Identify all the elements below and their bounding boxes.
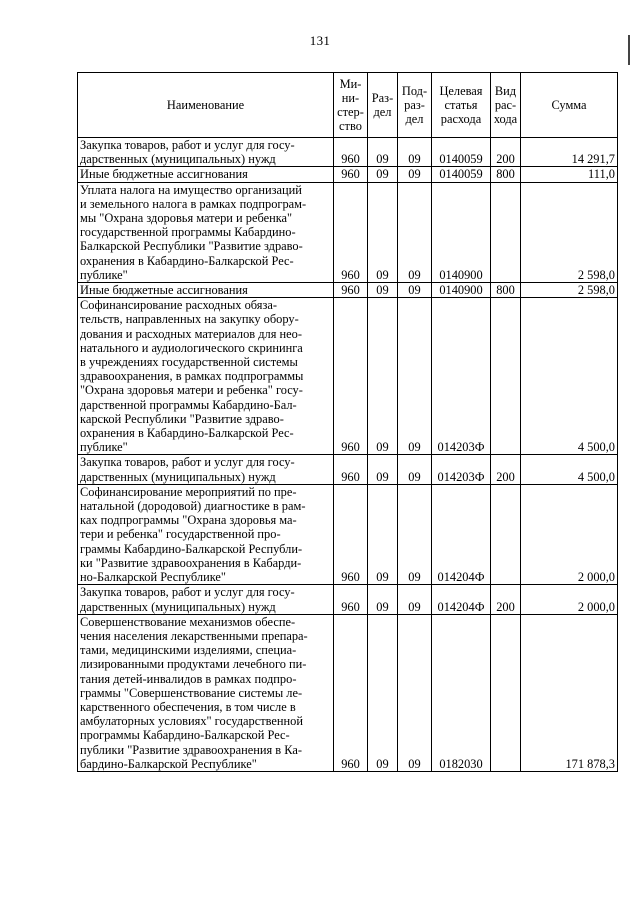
header-name: Наименование [78,73,334,138]
row-name-line: Закупка товаров, работ и услуг для госу- [80,455,295,470]
row-target-article: 0182030 [432,614,491,771]
row-name-line: здравоохранения, в рамках подпрограммы [80,369,304,384]
row-name-line: карственного обеспечения, в том числе в [80,699,296,714]
header-section: Раз- дел [368,73,398,138]
row-section: 09 [368,614,398,771]
row-name-line: тами, медицинскими изделиями, специа- [80,643,297,658]
budget-table [77,72,618,772]
row-name-line: тери и ребенка" государственной про- [80,527,281,542]
table-row [78,182,618,282]
row-name-line: амбулаторных условиях" государственной [80,714,303,729]
row-subsection: 09 [398,283,432,298]
row-sum: 111,0 [521,167,618,182]
row-sum: 14 291,7 [521,138,618,167]
row-sum: 4 500,0 [521,298,618,455]
row-sum: 2 598,0 [521,182,618,282]
row-section: 09 [368,167,398,182]
table-row [78,283,618,298]
row-name-line: публики "Развитие здравоохранения в Ка- [80,742,302,757]
row-section: 09 [368,298,398,455]
row-expense-kind [491,484,521,584]
row-sum: 2 598,0 [521,283,618,298]
row-section: 09 [368,455,398,484]
row-ministry: 960 [334,298,368,455]
row-name-line: публике" [80,440,128,455]
row-target-article: 014204Ф [432,585,491,614]
row-subsection: 09 [398,138,432,167]
row-sum: 4 500,0 [521,455,618,484]
row-subsection: 09 [398,455,432,484]
row-name-line: Закупка товаров, работ и услуг для госу- [80,138,295,152]
row-name-line: Иные бюджетные ассигнования [80,283,248,298]
row-name-line: программы Кабардино-Балкарской Рес- [80,728,290,743]
row-section: 09 [368,484,398,584]
row-name [78,484,334,584]
row-target-article: 0140059 [432,138,491,167]
header-ministry: Ми- ни- стер- ство [334,73,368,138]
row-ministry: 960 [334,167,368,182]
row-name-line: охранения в Кабардино-Балкарской Рес- [80,253,294,268]
row-expense-kind: 800 [491,167,521,182]
table-row [78,298,618,455]
row-name-line: Софинансирование расходных обяза- [80,298,278,313]
row-target-article: 0140059 [432,167,491,182]
row-target-article: 014204Ф [432,484,491,584]
row-subsection: 09 [398,182,432,282]
row-target-article: 0140900 [432,283,491,298]
page-number: 131 [309,33,331,48]
header-subsection: Под- раз- дел [398,73,432,138]
table-row [78,138,618,167]
row-name-line: государственной программы Кабардино- [80,225,296,240]
table-row [78,167,618,182]
row-name-line: граммы Кабардино-Балкарской Республи- [80,541,303,556]
row-name-line: дарственных (муниципальных) нужд [80,152,276,167]
row-name-line: дарственной программы Кабардино-Бал- [80,397,297,412]
row-name [78,455,334,484]
row-target-article: 014203Ф [432,455,491,484]
row-section: 09 [368,182,398,282]
row-name-line: Балкарской Республики "Развитие здраво- [80,239,303,254]
row-name-line: дования и расходных материалов для нео- [80,326,302,341]
row-expense-kind: 800 [491,283,521,298]
row-name [78,585,334,614]
row-name-line: и земельного налога в рамках подпрограм- [80,196,307,211]
row-name-line: ки "Развитие здравоохранения в Кабарди- [80,555,302,570]
row-name-line: тельств, направленных на закупку обору- [80,312,299,327]
row-expense-kind: 200 [491,455,521,484]
row-ministry: 960 [334,182,368,282]
row-name-line: карской Республики "Развитие здраво- [80,411,284,426]
row-name-line: чения населения лекарственными препара- [80,628,308,643]
row-ministry: 960 [334,484,368,584]
row-name-line: публике" [80,267,128,282]
row-subsection: 09 [398,298,432,455]
row-name [78,298,334,455]
table-row [78,484,618,584]
row-target-article: 014203Ф [432,298,491,455]
row-name-line: Закупка товаров, работ и услуг для госу- [80,585,295,600]
table-header-row [78,73,618,138]
table-row [78,614,618,771]
row-name-line: бардино-Балкарской Республике" [80,756,257,771]
row-name-line: дарственных (муниципальных) нужд [80,469,276,484]
row-ministry: 960 [334,283,368,298]
edge-mark [628,35,630,65]
row-name-line: Уплата налога на имущество организаций [80,182,302,197]
header-expense-kind: Вид рас- хода [491,73,521,138]
row-sum: 2 000,0 [521,484,618,584]
table-row [78,455,618,484]
row-name-line: граммы "Совершенствование системы ле- [80,685,303,700]
row-sum: 2 000,0 [521,585,618,614]
row-subsection: 09 [398,585,432,614]
row-name-line: в учреждениях государственной системы [80,355,298,370]
row-expense-kind [491,614,521,771]
row-name-line: охранения в Кабардино-Балкарской Рес- [80,426,294,441]
row-expense-kind: 200 [491,138,521,167]
row-name-line: "Охрана здоровья матери и ребенка" госу- [80,383,303,398]
row-subsection: 09 [398,614,432,771]
row-section: 09 [368,585,398,614]
row-name [78,283,334,298]
header-sum: Сумма [521,73,618,138]
row-name [78,614,334,771]
row-target-article: 0140900 [432,182,491,282]
table-row [78,585,618,614]
row-section: 09 [368,138,398,167]
header-target-article: Целевая статья расхода [432,73,491,138]
row-ministry: 960 [334,138,368,167]
row-ministry: 960 [334,455,368,484]
row-ministry: 960 [334,614,368,771]
row-name [78,167,334,182]
row-name-line: натального и аудиологического скрининга [80,340,303,355]
row-name-line: Совершенствование механизмов обеспе- [80,614,296,629]
row-name-line: Иные бюджетные ассигнования [80,167,248,182]
row-name-line: дарственных (муниципальных) нужд [80,599,276,614]
row-name-line: лизированными продуктами лечебного пи- [80,657,307,672]
row-expense-kind [491,298,521,455]
row-name-line: тания детей-инвалидов в рамках подпро- [80,671,297,686]
row-name-line: Софинансирование мероприятий по пре- [80,484,297,499]
row-subsection: 09 [398,167,432,182]
row-expense-kind [491,182,521,282]
row-name-line: но-Балкарской Республике" [80,570,226,585]
row-sum: 171 878,3 [521,614,618,771]
row-section: 09 [368,283,398,298]
row-name [78,138,334,167]
row-name [78,182,334,282]
row-name-line: натальной (дородовой) диагностике в рам- [80,499,306,514]
row-ministry: 960 [334,585,368,614]
row-name-line: ках подпрограммы "Охрана здоровья ма- [80,513,297,528]
row-name-line: мы "Охрана здоровья матери и ребенка" [80,211,293,226]
row-expense-kind: 200 [491,585,521,614]
row-subsection: 09 [398,484,432,584]
